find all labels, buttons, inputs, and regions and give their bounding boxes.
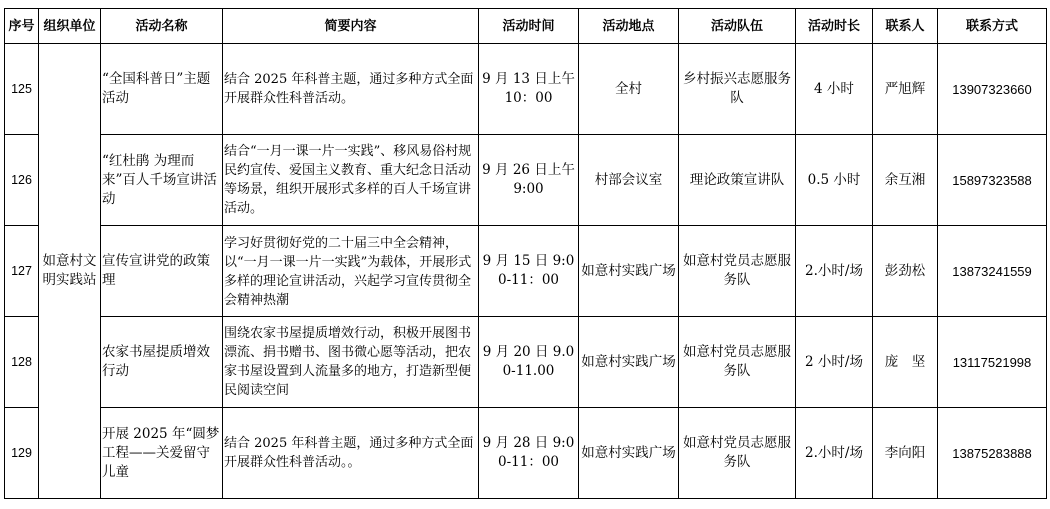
activity-time: 9 月 13 日上午 10：00 [479,44,579,135]
header-team: 活动队伍 [679,9,796,44]
row-number: 129 [5,408,39,499]
activity-place: 如意村实践广场 [579,408,679,499]
table-row [5,135,1047,226]
table-row [5,408,1047,499]
activity-duration: 2.小时/场 [796,226,873,317]
activity-team: 乡村振兴志愿服务队 [679,44,796,135]
contact-person: 李向阳 [873,408,938,499]
row-number: 127 [5,226,39,317]
activity-place: 村部会议室 [579,135,679,226]
organizing-unit [39,44,101,499]
contact-person: 庞 坚 [873,317,938,408]
contact-phone: 13873241559 [938,226,1047,317]
activity-content [223,226,479,317]
table-row [5,44,1047,135]
header-row [5,9,1047,44]
table-row [5,317,1047,408]
activity-duration: 0.5 小时 [796,135,873,226]
organizing-unit-label: 如意村文明实践站 [42,253,97,288]
header-contact: 联系人 [873,9,938,44]
activity-team: 如意村党员志愿服务队 [679,408,796,499]
activity-team: 如意村党员志愿服务队 [679,317,796,408]
contact-person: 严旭辉 [873,44,938,135]
table-row [5,226,1047,317]
header-name: 活动名称 [101,9,223,44]
activity-team: 如意村党员志愿服务队 [679,226,796,317]
activity-name: 宣传宣讲党的政策理 [101,226,223,317]
activity-time: 9 月 15 日 9:00-11：00 [479,226,579,317]
activity-name: 农家书屋提质增效行动 [101,317,223,408]
activity-duration: 2 小时/场 [796,317,873,408]
activity-time: 9 月 28 日 9:00-11：00 [479,408,579,499]
header-no: 序号 [5,9,39,44]
activity-content: 结合 2025 年科普主题，通过多种方式全面开展群众性科普活动。。 [223,408,479,499]
header-org: 组织单位 [39,9,101,44]
contact-phone: 13875283888 [938,408,1047,499]
contact-phone: 15897323588 [938,135,1047,226]
activity-team: 理论政策宣讲队 [679,135,796,226]
activity-time: 9 月 20 日 9.00-11.00 [479,317,579,408]
contact-person: 余互湘 [873,135,938,226]
activity-duration: 2.小时/场 [796,408,873,499]
header-phone: 联系方式 [938,9,1047,44]
activity-duration: 4 小时 [796,44,873,135]
activity-name: “红杜鹃 为理而来”百人千场宣讲活动 [101,135,223,226]
activity-schedule-table [4,8,1047,499]
activity-content: 结合“一月一课一片一实践”、移风易俗村规民约宣传、爱国主义教育、重大纪念日活动等场景，组织开展形式多样的百人千场宣讲活动。 [223,135,479,226]
activity-content: 结合 2025 年科普主题，通过多种方式全面开展群众性科普活动。 [223,44,479,135]
activity-name: 开展 2025 年“圆梦工程——关爱留守儿童 [101,408,223,499]
row-number: 125 [5,44,39,135]
row-number: 126 [5,135,39,226]
header-content: 简要内容 [223,9,479,44]
header-time: 活动时间 [479,9,579,44]
header-duration: 活动时长 [796,9,873,44]
activity-time: 9 月 26 日上午 9:00 [479,135,579,226]
contact-phone: 13117521998 [938,317,1047,408]
activity-content-text: 学习好贯彻好党的二十届三中全会精神，以“一月一课一片一实践”为载体，开展形式多样的理论宣讲活动，兴起学习宣传贯彻全会精神热潮 [224,236,472,308]
activity-content: 围绕农家书屋提质增效行动，积极开展图书漂流、捐书赠书、图书微心愿等活动，把农家书屋设置到人流量多的地方，打造新型便民阅读空间 [223,317,479,408]
header-place: 活动地点 [579,9,679,44]
contact-phone: 13907323660 [938,44,1047,135]
activity-place: 如意村实践广场 [579,317,679,408]
row-number: 128 [5,317,39,408]
activity-place: 全村 [579,44,679,135]
contact-person: 彭劲松 [873,226,938,317]
activity-name: “全国科普日”主题活动 [101,44,223,135]
activity-place: 如意村实践广场 [579,226,679,317]
